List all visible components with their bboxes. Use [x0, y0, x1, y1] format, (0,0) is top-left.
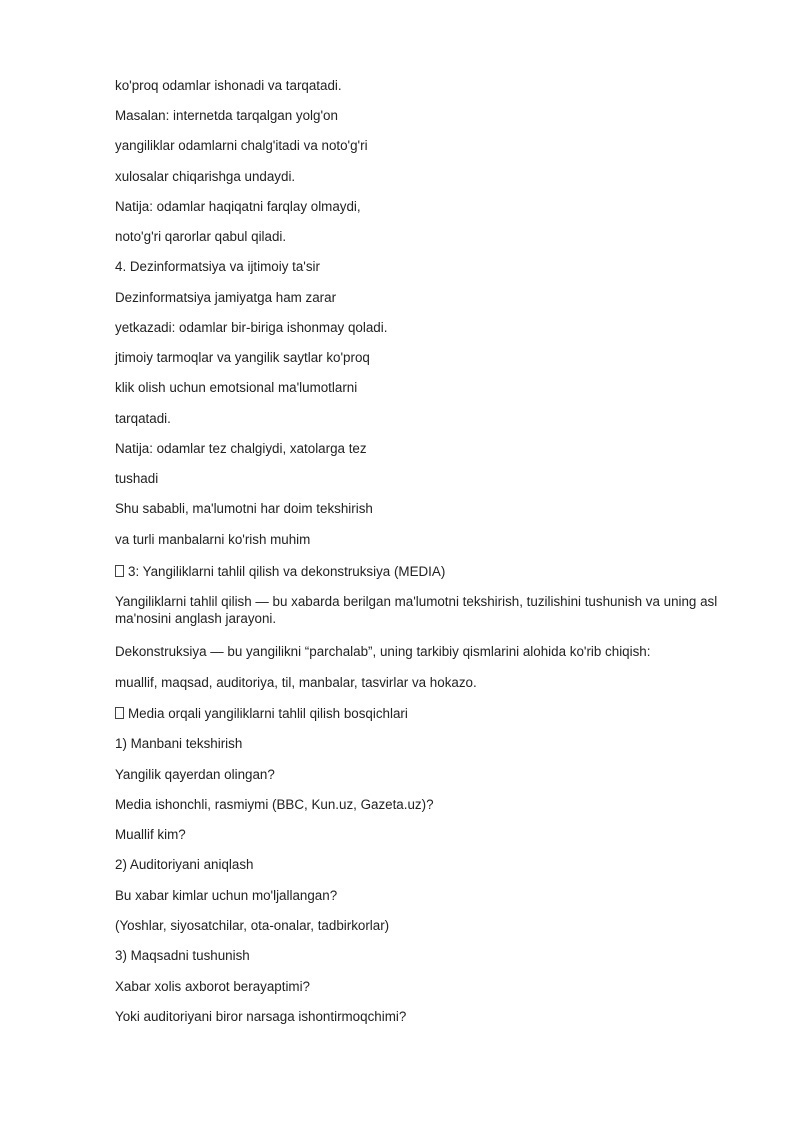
text-line: Muallif kim? — [115, 827, 186, 842]
text-line: Yangilik qayerdan olingan? — [115, 767, 275, 782]
text-line: xulosalar chiqarishga undaydi. — [115, 169, 296, 184]
deconstruction-definition: Dekonstruksiya — bu yangilikni “parchalab”, uning tarkibiy qismlarini alohida ko'rib chiqish: — [115, 644, 651, 659]
text-line: tarqatadi. — [115, 411, 171, 426]
text-line: Masalan: internetda tarqalgan yolg'on — [115, 108, 338, 123]
step-heading-3: 3) Maqsadni tushunish — [115, 948, 250, 963]
text-line: Natija: odamlar tez chalgiydi, xatolarga tez — [115, 441, 367, 456]
text-line: Shu sababli, ma'lumotni har doim tekshirish — [115, 501, 373, 516]
steps-heading — [115, 705, 408, 722]
missing-glyph-icon — [115, 565, 124, 577]
text-line: (Yoshlar, siyosatchilar, ota-onalar, tadbirkorlar) — [115, 918, 390, 933]
step-heading-1: 1) Manbani tekshirish — [115, 736, 243, 751]
text-line: klik olish uchun emotsional ma'lumotlarni — [115, 380, 358, 395]
section-heading-4: 4. Dezinformatsiya va ijtimoiy ta'sir — [115, 259, 320, 274]
text-line: Dezinformatsiya jamiyatga ham zarar — [115, 290, 337, 305]
text-line: Yoki auditoriyani biror narsaga ishontirmoqchimi? — [115, 1009, 407, 1024]
section-heading-text: 3: Yangiliklarni tahlil qilish va dekonstruksiya (MEDIA) — [128, 564, 446, 579]
section-heading-3 — [115, 563, 445, 580]
text-line: Bu xabar kimlar uchun mo'ljallangan? — [115, 888, 338, 903]
text-line: yangiliklar odamlarni chalg'itadi va noto'g'ri — [115, 138, 368, 153]
text-line: Media ishonchli, rasmiymi (BBC, Kun.uz, Gazeta.uz)? — [115, 797, 434, 812]
text-line: Xabar xolis axborot berayaptimi? — [115, 979, 311, 994]
text-line: ko'proq odamlar ishonadi va tarqatadi. — [115, 78, 342, 93]
text-line: tushadi — [115, 471, 159, 486]
text-line: noto'g'ri qarorlar qabul qiladi. — [115, 229, 287, 244]
text-line: yetkazadi: odamlar bir-biriga ishonmay qoladi. — [115, 320, 388, 335]
analysis-definition: Yangiliklarni tahlil qilish — bu xabarda berilgan ma'lumotni tekshirish, tuzilishini tushunish va uning asl ma'nosini anglash jarayoni. — [115, 594, 718, 626]
step-heading-2: 2) Auditoriyani aniqlash — [115, 857, 254, 872]
components-list: muallif, maqsad, auditoriya, til, manbalar, tasvirlar va hokazo. — [115, 675, 477, 690]
text-line: jtimoiy tarmoqlar va yangilik saytlar ko'proq — [115, 350, 370, 365]
steps-heading-text: Media orqali yangiliklarni tahlil qilish bosqichlari — [128, 706, 408, 721]
text-line: Natija: odamlar haqiqatni farqlay olmaydi, — [115, 199, 361, 214]
text-line: va turli manbalarni ko'rish muhim — [115, 532, 311, 547]
missing-glyph-icon — [115, 707, 124, 719]
